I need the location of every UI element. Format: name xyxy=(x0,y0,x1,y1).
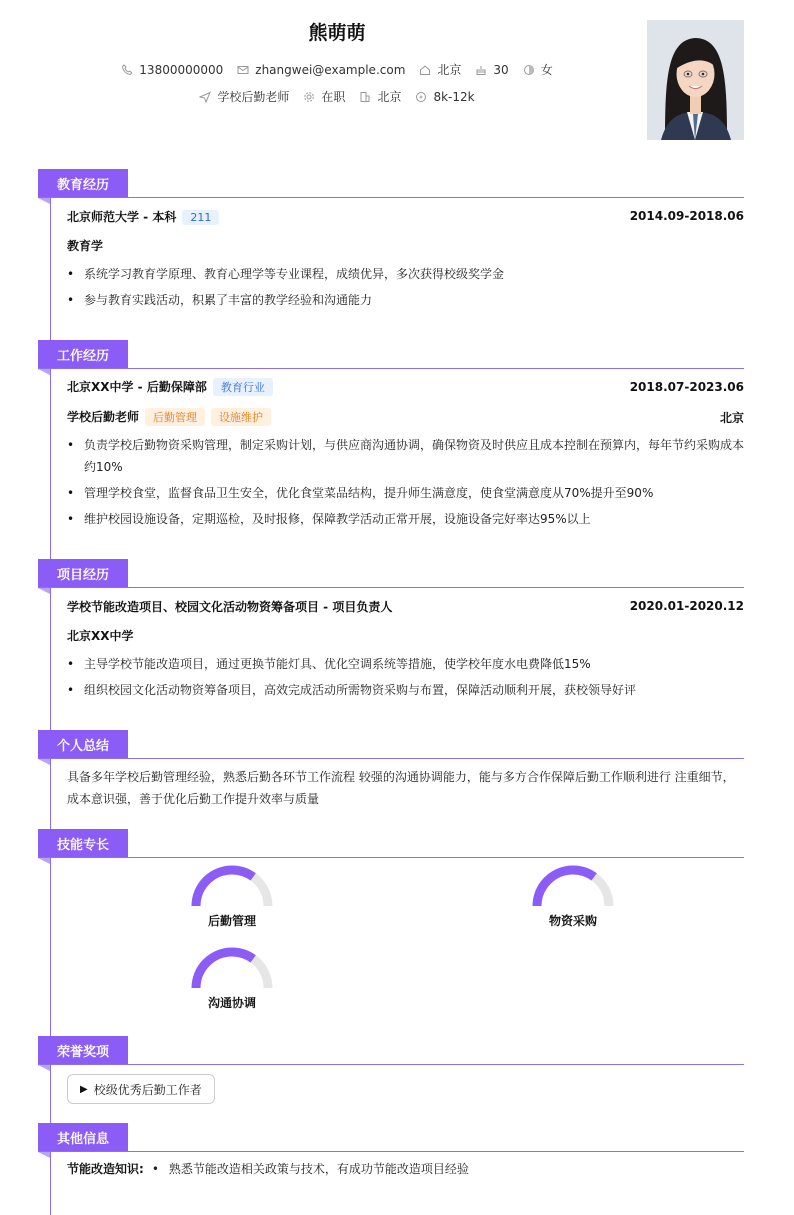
age-info xyxy=(475,61,508,78)
education-bullets xyxy=(67,263,744,311)
header xyxy=(0,0,794,150)
section-skills-header xyxy=(38,829,744,859)
work-company-row xyxy=(67,378,273,396)
section-rule xyxy=(38,758,744,759)
section-fold xyxy=(38,759,50,765)
section-rule xyxy=(38,587,744,588)
work-company: 北京XX中学 - 后勤保障部 xyxy=(67,380,207,394)
work-tag: 后勤管理 xyxy=(145,408,205,426)
gear-icon xyxy=(303,91,315,103)
work-period: 2018.07-2023.06 xyxy=(629,380,744,394)
section-fold xyxy=(38,1152,50,1158)
section-other-header xyxy=(38,1123,744,1153)
skill-gauge xyxy=(190,946,274,990)
target-city-info xyxy=(359,88,401,105)
mail-icon xyxy=(237,64,249,76)
section-summary-title: 个人总结 xyxy=(38,730,128,758)
target-city-text: 北京 xyxy=(377,90,402,104)
project-bullets xyxy=(67,653,744,701)
skill-gauge xyxy=(531,864,615,908)
email-info xyxy=(237,61,405,78)
section-fold xyxy=(38,588,50,594)
salary-info xyxy=(415,88,474,105)
location-info xyxy=(419,61,461,78)
work-position: 学校后勤老师 xyxy=(67,410,140,424)
section-work-header xyxy=(38,340,744,370)
section-rule xyxy=(38,857,744,858)
job-target-text: 学校后勤老师 xyxy=(217,90,290,104)
skill-name: 后勤管理 xyxy=(207,914,256,928)
section-honors-title: 荣誉奖项 xyxy=(38,1036,128,1064)
list-item: • 参与教育实践活动，积累了丰富的教学经验和沟通能力 xyxy=(67,289,744,311)
section-education-title: 教育经历 xyxy=(38,169,128,197)
skill-name: 物资采购 xyxy=(548,914,597,928)
salary-text: 8k-12k xyxy=(433,89,475,104)
section-rule xyxy=(38,368,744,369)
project-title: 学校节能改造项目、校园文化活动物资筹备项目 - 项目负责人 xyxy=(67,599,393,614)
section-project-title: 项目经历 xyxy=(38,559,128,587)
section-fold xyxy=(38,1065,50,1071)
section-fold xyxy=(38,198,50,204)
building-icon xyxy=(359,91,371,103)
section-rule xyxy=(38,1151,744,1152)
skill-gauge xyxy=(190,864,274,908)
section-education-header xyxy=(38,169,744,199)
send-icon xyxy=(199,91,211,103)
education-period: 2014.09-2018.06 xyxy=(629,209,744,223)
bullet-dot: • xyxy=(151,1162,159,1176)
phone-icon xyxy=(121,64,133,76)
contact-row xyxy=(0,61,674,78)
other-label: 节能改造知识: xyxy=(67,1162,144,1176)
status-info xyxy=(303,88,345,105)
gender-info xyxy=(523,61,553,78)
project-org: 北京XX中学 xyxy=(67,629,134,643)
other-text: 熟悉节能改造相关政策与技术，有成功节能改造项目经验 xyxy=(168,1162,469,1176)
honor-badge xyxy=(67,1074,215,1104)
skill-name: 沟通协调 xyxy=(207,996,256,1010)
section-honors-header xyxy=(38,1036,744,1066)
honor-label: 校级优秀后勤工作者 xyxy=(93,1082,202,1097)
status-text: 在职 xyxy=(321,90,346,104)
project-period: 2020.01-2020.12 xyxy=(629,599,744,613)
play-icon: ▶ xyxy=(80,1083,88,1095)
location-text: 北京 xyxy=(437,63,462,77)
work-city: 北京 xyxy=(719,410,744,425)
work-industry-tag: 教育行业 xyxy=(213,378,273,396)
list-item: • 负责学校后勤物资采购管理，制定采购计划，与供应商沟通协调，确保物资及时供应且成本控制在预算内，每年节约采购成本约10% xyxy=(67,434,744,478)
profile-photo xyxy=(647,20,744,140)
intention-row xyxy=(0,88,674,105)
gender-icon xyxy=(523,64,535,76)
section-fold xyxy=(38,858,50,864)
section-summary-header xyxy=(38,730,744,760)
education-block xyxy=(67,207,744,311)
section-work-title: 工作经历 xyxy=(38,340,128,368)
email-text: zhangwei@example.com xyxy=(255,62,406,77)
list-item: • 维护校园设施设备，定期巡检，及时报修，保障教学活动正常开展，设施设备完好率达95%以上 xyxy=(67,508,744,530)
section-rule xyxy=(38,197,744,198)
home-icon xyxy=(419,64,431,76)
candidate-name: 熊萌萌 xyxy=(308,22,366,44)
other-row xyxy=(67,1160,744,1178)
age-text: 30 xyxy=(493,62,509,77)
section-rule xyxy=(38,1064,744,1065)
coin-icon xyxy=(415,91,427,103)
project-block xyxy=(67,597,744,701)
phone-info xyxy=(121,61,223,78)
list-item: • 管理学校食堂，监督食品卫生安全，优化食堂菜品结构，提升师生满意度，使食堂满意度从70%提升至90% xyxy=(67,482,744,504)
gender-text: 女 xyxy=(540,63,553,77)
section-skills-title: 技能专长 xyxy=(38,829,128,857)
skill-item xyxy=(513,864,633,929)
summary-text: 具备多年学校后勤管理经验，熟悉后勤各环节工作流程 较强的沟通协调能力，能与多方合作保障后勤工作顺利进行 注重细节，成本意识强，善于优化后勤工作提升效率与质量 xyxy=(67,770,735,806)
phone-text: 13800000000 xyxy=(139,62,224,77)
job-target-info xyxy=(199,88,289,105)
work-block xyxy=(67,378,744,530)
education-tag: 211 xyxy=(182,210,219,225)
list-item: • 主导学校节能改造项目，通过更换节能灯具、优化空调系统等措施，使学校年度水电费降低15% xyxy=(67,653,744,675)
section-other-title: 其他信息 xyxy=(38,1123,128,1151)
work-position-row xyxy=(67,408,271,426)
list-item: • 组织校园文化活动物资筹备项目，高效完成活动所需物资采购与布置，保障活动顺利开展，获校领导好评 xyxy=(67,679,744,701)
education-school-row xyxy=(67,208,219,225)
work-bullets xyxy=(67,434,744,530)
work-tag: 设施维护 xyxy=(211,408,271,426)
section-fold xyxy=(38,369,50,375)
education-school: 北京师范大学 - 本科 xyxy=(67,209,177,224)
skill-item xyxy=(172,864,292,929)
cake-icon xyxy=(475,64,487,76)
education-major: 教育学 xyxy=(67,239,104,253)
list-item: • 系统学习教育学原理、教育心理学等专业课程，成绩优异，多次获得校级奖学金 xyxy=(67,263,744,285)
section-project-header xyxy=(38,559,744,589)
skill-item xyxy=(172,946,292,1011)
